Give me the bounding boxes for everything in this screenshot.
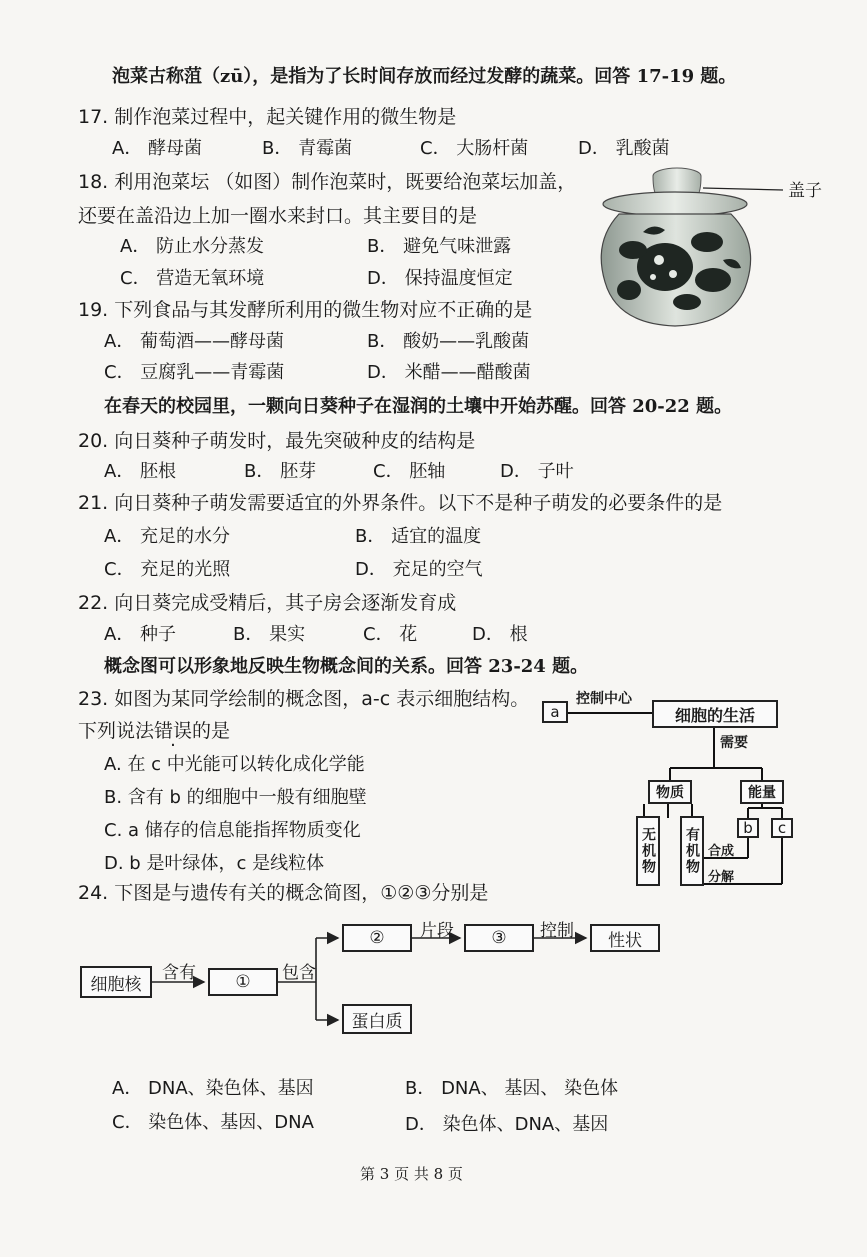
blank-2-box: ② [342, 924, 412, 952]
q20-option-b[interactable]: B． 胚芽 [244, 461, 317, 482]
nucleus-box: 细胞核 [80, 966, 152, 998]
question-20-stem: 20. 向日葵种子萌发时，最先突破种皮的结构是 [78, 430, 476, 452]
q21-option-d[interactable]: D． 充足的空气 [355, 559, 483, 580]
cell-life-box: 细胞的生活 [652, 700, 778, 728]
pickle-jar-figure [595, 162, 785, 332]
q17-option-c[interactable]: C． 大肠杆菌 [420, 138, 529, 159]
inorganic-box: 无机物 [636, 816, 660, 886]
structure-c-box: c [771, 818, 793, 838]
q19-option-c[interactable]: C． 豆腐乳——青霉菌 [104, 362, 285, 383]
q20-option-a[interactable]: A． 胚根 [104, 461, 177, 482]
control-center-label: 控制中心 [576, 691, 632, 707]
segment-label: 片段 [420, 921, 454, 941]
q21-option-b[interactable]: B． 适宜的温度 [355, 526, 482, 547]
blank-1-box: ① [208, 968, 278, 996]
q21-option-c[interactable]: C． 充足的光照 [104, 559, 231, 580]
q20-option-c[interactable]: C． 胚轴 [373, 461, 446, 482]
q19-option-b[interactable]: B． 酸奶——乳酸菌 [367, 331, 530, 352]
trait-box: 性状 [590, 924, 660, 952]
q23-option-d[interactable]: D. b 是叶绿体，c 是线粒体 [104, 853, 325, 874]
q22-option-a[interactable]: A． 种子 [104, 624, 177, 645]
q18-option-b[interactable]: B． 避免气味泄露 [367, 236, 512, 257]
q23-stem-pre: 下列说法 [78, 720, 155, 742]
question-19-stem: 19. 下列食品与其发酵所利用的微生物对应不正确的是 [78, 299, 533, 321]
q21-option-a[interactable]: A． 充足的水分 [104, 526, 231, 547]
q17-option-b[interactable]: B． 青霉菌 [262, 138, 353, 159]
q19-option-d[interactable]: D． 米醋——醋酸菌 [367, 362, 531, 383]
question-17-stem: 17. 制作泡菜过程中，起关键作用的微生物是 [78, 106, 457, 128]
blank-3-box: ③ [464, 924, 534, 952]
q18-option-d[interactable]: D． 保持温度恒定 [367, 268, 513, 289]
q23-option-c[interactable]: C. a 储存的信息能指挥物质变化 [104, 820, 361, 841]
question-24-stem: 24. 下图是与遗传有关的概念简图，①②③分别是 [78, 882, 489, 904]
q24-option-a[interactable]: A． DNA、染色体、基因 [112, 1078, 314, 1099]
question-21-stem: 21. 向日葵种子萌发需要适宜的外界条件。以下不是种子萌发的必要条件的是 [78, 492, 723, 514]
q17-option-a[interactable]: A． 酵母菌 [112, 138, 203, 159]
includes-label: 包含 [282, 963, 316, 983]
need-label: 需要 [720, 735, 748, 751]
q24-option-b[interactable]: B． DNA、 基因、 染色体 [405, 1078, 619, 1099]
passage-intro-17-19: 泡菜古称菹（zū），是指为了长时间存放而经过发酵的蔬菜。回答 17-19 题。 [112, 66, 737, 87]
passage-intro-23-24: 概念图可以形象地反映生物概念间的关系。回答 23-24 题。 [104, 656, 589, 677]
q23-stem-post: 的是 [192, 720, 231, 742]
synthesis-label: 合成 [708, 844, 735, 859]
structure-a-box: a [542, 701, 568, 723]
page-footer: 第 3 页 共 8 页 [360, 1165, 463, 1183]
q22-option-d[interactable]: D． 根 [472, 624, 528, 645]
energy-box: 能量 [740, 780, 784, 804]
question-18-stem-line2: 还要在盖沿边上加一圈水来封口。其主要目的是 [78, 205, 478, 227]
structure-b-box: b [737, 818, 759, 838]
matter-box: 物质 [648, 780, 692, 804]
passage-intro-20-22: 在春天的校园里，一颗向日葵种子在湿润的土壤中开始苏醒。回答 20-22 题。 [104, 396, 733, 417]
pickle-jar-image [595, 162, 785, 332]
q24-option-d[interactable]: D． 染色体、DNA、基因 [405, 1114, 609, 1135]
q23-option-a[interactable]: A. 在 c 中光能可以转化成化学能 [104, 754, 365, 775]
q18-option-c[interactable]: C． 营造无氧环境 [120, 268, 265, 289]
jar-lid-label: 盖子 [788, 181, 822, 201]
q23-stem-emphasis: 错误 [154, 720, 193, 742]
question-23-stem-line1: 23. 如图为某同学绘制的概念图，a-c 表示细胞结构。 [78, 688, 530, 710]
decomposition-label: 分解 [708, 870, 735, 885]
question-22-stem: 22. 向日葵完成受精后，其子房会逐渐发育成 [78, 592, 457, 614]
q22-option-b[interactable]: B． 果实 [233, 624, 306, 645]
q24-option-c[interactable]: C． 染色体、基因、DNA [112, 1112, 314, 1133]
contains-label: 含有 [162, 963, 196, 983]
organic-box: 有机物 [680, 816, 704, 886]
q22-option-c[interactable]: C． 花 [363, 624, 418, 645]
q23-option-b[interactable]: B. 含有 b 的细胞中一般有细胞壁 [104, 787, 367, 808]
question-23-stem-line2 [78, 716, 230, 743]
cell-concept-diagram [540, 688, 790, 888]
q20-option-d[interactable]: D． 子叶 [500, 461, 574, 482]
question-18-stem-line1: 18. 利用泡菜坛 （如图）制作泡菜时，既要给泡菜坛加盖， [78, 171, 577, 193]
control-label: 控制 [540, 921, 574, 941]
q17-option-d[interactable]: D． 乳酸菌 [578, 138, 670, 159]
q19-option-a[interactable]: A． 葡萄酒——酵母菌 [104, 331, 285, 352]
genetics-concept-diagram [78, 918, 668, 1036]
q18-option-a[interactable]: A． 防止水分蒸发 [120, 236, 265, 257]
protein-box: 蛋白质 [342, 1004, 412, 1034]
